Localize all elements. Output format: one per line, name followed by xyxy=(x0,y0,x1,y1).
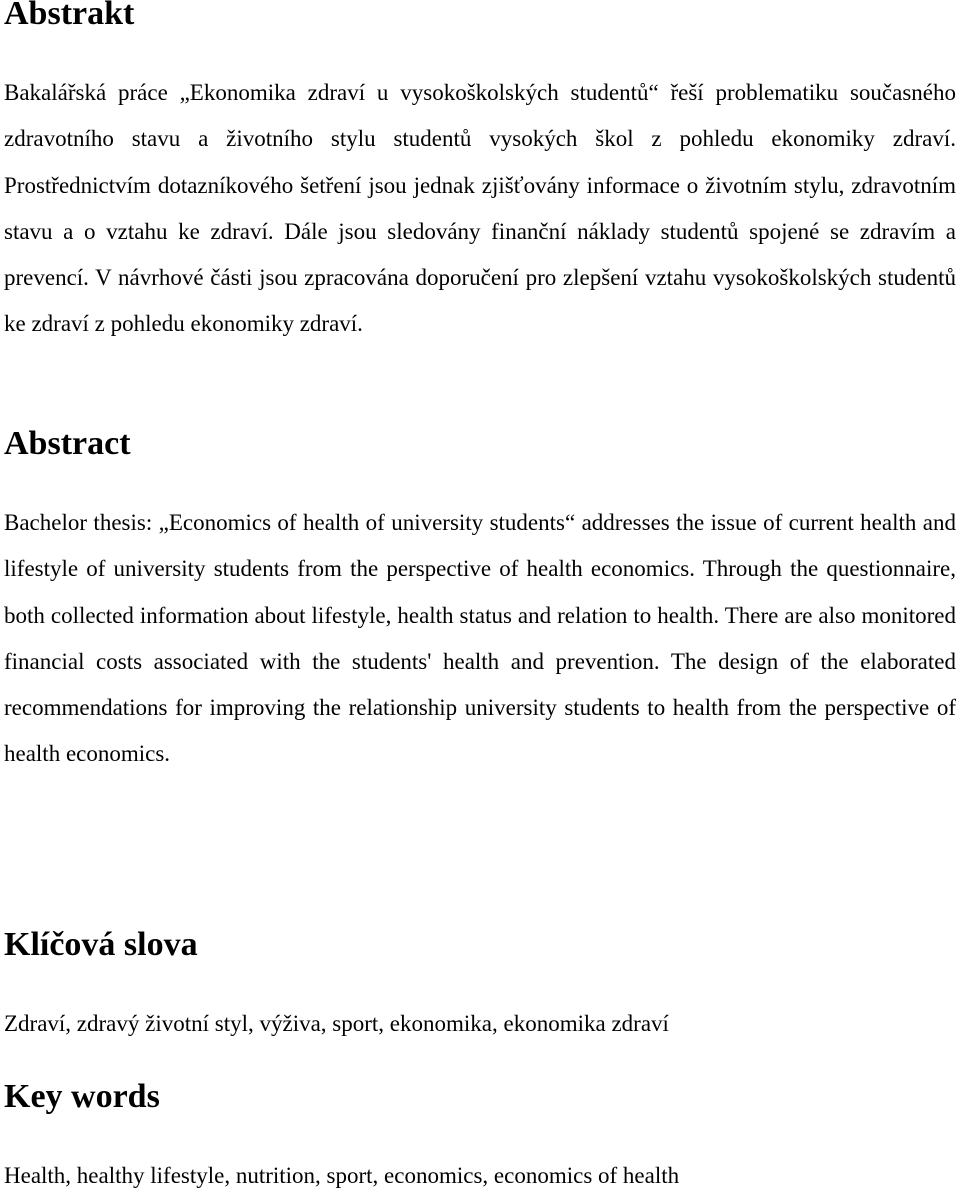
klicova-slova-heading: Klíčová slova xyxy=(4,926,198,963)
abstrakt-paragraph: Bakalářská práce „Ekonomika zdraví u vysokoškolských studentů“ řeší problematiku současného zdravotního stavu a životního stylu studentů vysokých škol z pohledu ekonomiky zdraví. Prostřednictvím dotazníkového šetření jsou jednak zjišťovány informace o životním stylu, zdravotním stavu a o vztahu ke zdraví. Dále jsou sledovány finanční náklady studentů spojené se zdravím a prevencí. V návrhové části jsou zpracována doporučení pro zlepšení vztahu vysokoškolských studentů ke zdraví z pohledu ekonomiky zdraví. xyxy=(4,80,956,337)
klicova-slova-list: Zdraví, zdravý životní styl, výživa, sport, ekonomika, ekonomika zdraví xyxy=(4,1011,669,1036)
key-words-heading: Key words xyxy=(4,1078,160,1115)
abstract-paragraph: Bachelor thesis: „Economics of health of university students“ addresses the issue of current health and lifestyle of university students from the perspective of health economics. Through the questionnaire, both collected information about lifestyle, health status and relation to health. There are also monitored financial costs associated with the students' health and prevention. The design of the elaborated recommendations for improving the relationship university students to health from the perspective of health economics. xyxy=(4,510,956,767)
abstract-heading: Abstract xyxy=(4,425,131,462)
abstrakt-heading: Abstrakt xyxy=(4,0,135,32)
key-words-list: Health, healthy lifestyle, nutrition, sport, economics, economics of health xyxy=(4,1163,680,1188)
